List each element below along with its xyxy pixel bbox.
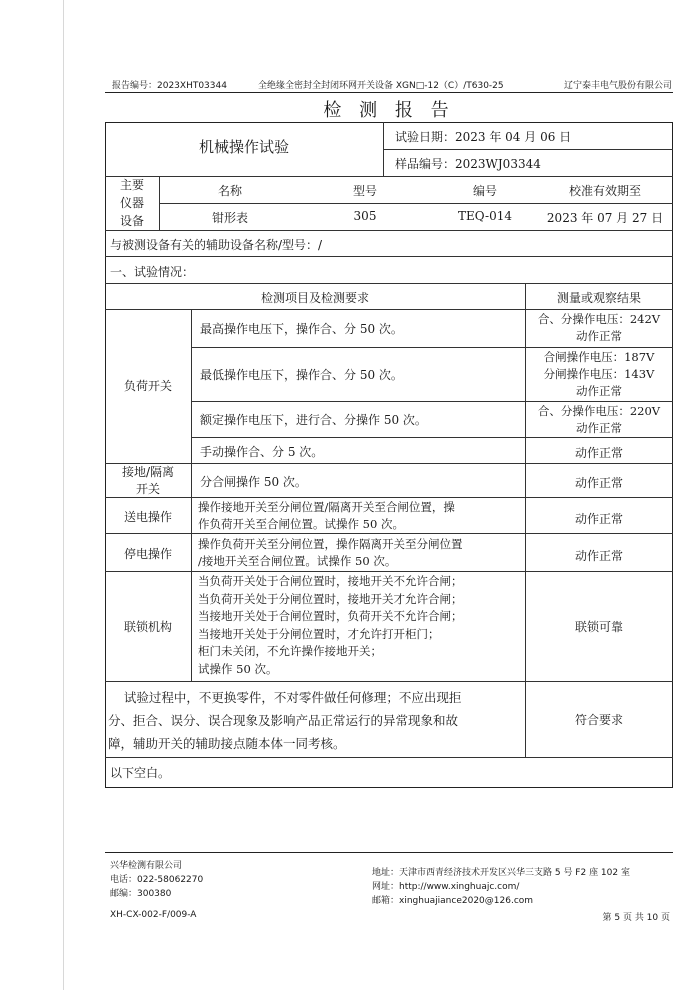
footer-rule xyxy=(105,852,673,853)
report-number: 报告编号：2023XHT03344 xyxy=(112,81,227,91)
header-rule xyxy=(105,92,673,93)
equipment-label: 主要 仪器 设备 xyxy=(119,178,144,228)
load-switch-req-1: 最高操作电压下，操作合、分 50 次。 xyxy=(200,322,403,336)
load-switch-req-3: 额定操作电压下，进行合、分操作 50 次。 xyxy=(200,413,427,427)
power-on-res: 动作正常 xyxy=(574,512,623,526)
footer-website: 网址：http://www.xinghuajc.com/ xyxy=(372,882,520,892)
items-header: 检测项目及检测要求 xyxy=(260,291,369,305)
general-result: 符合要求 xyxy=(574,713,623,727)
binding-line xyxy=(63,0,64,990)
client-company: 辽宁泰丰电气股份有限公司 xyxy=(563,81,672,91)
equipment-number: TEQ-014 xyxy=(458,209,512,223)
blank-note: 以下空白。 xyxy=(110,766,171,780)
footer-org: 兴华检测有限公司 xyxy=(110,861,183,871)
equipment-name: 钳形表 xyxy=(211,211,248,225)
equipment-header-model: 型号 xyxy=(352,184,377,198)
load-switch-res-1: 合、分操作电压：242V 动作正常 xyxy=(537,312,661,343)
interlock-label: 联锁机构 xyxy=(123,620,172,634)
footer-postcode: 邮编：300380 xyxy=(110,889,172,899)
load-switch-res-3: 合、分操作电压：220V 动作正常 xyxy=(537,404,661,435)
general-requirement: 试验过程中，不更换零件，不对零件做任何修理；不应出现拒 分、拒合、误分、误合现象及影响产品正常运行的异常现象和故 障，辅助开关的辅助接点随本体一同考核。 xyxy=(108,690,462,751)
section-heading: 一、试验情况： xyxy=(110,265,195,279)
results-header: 测量或观察结果 xyxy=(556,291,641,305)
test-name: 机械操作试验 xyxy=(198,138,289,156)
power-on-label: 送电操作 xyxy=(123,510,172,524)
interlock-req: 当负荷开关处于合闸位置时，接地开关不允许合闸； 当负荷开关处于分闸位置时，接地开关才允许合闸； 当接地开关处于合闸位置时，负荷开关不允许合闸； 当接地开关处于分闸位置时，才允许打开柜门； 柜门未关闭，不允许操作接地开关； 试操作 50 次。 xyxy=(198,574,463,676)
power-off-req: 操作负荷开关至分闸位置，操作隔离开关至分闸位置 /接地开关至合闸位置。试操作 50 次。 xyxy=(198,537,463,568)
product-model: 全绝缘全密封全封闭环网开关设备 XGN□-12（C）/T630-25 xyxy=(258,81,504,91)
load-switch-res-2: 合闸操作电压：187V 分闸操作电压：143V 动作正常 xyxy=(543,350,655,398)
equipment-header-name: 名称 xyxy=(217,184,242,198)
earthing-switch-req: 分合闸操作 50 次。 xyxy=(200,475,307,489)
footer-address: 地址：天津市西青经济技术开发区兴华三支路 5 号 F2 座 102 室 xyxy=(372,868,630,878)
sample-number: 样品编号：2023WJ03344 xyxy=(395,157,541,171)
test-date: 试验日期：2023 年 04 月 06 日 xyxy=(395,130,572,144)
page-title: 检 测 报 告 xyxy=(323,100,455,121)
earthing-switch-label: 接地/隔离 开关 xyxy=(121,465,175,496)
page-number: 第 5 页 共 10 页 xyxy=(602,913,670,923)
load-switch-req-2: 最低操作电压下，操作合、分 50 次。 xyxy=(200,368,403,382)
equipment-calibration-date: 2023 年 07 月 27 日 xyxy=(546,211,664,225)
document-code: XH-CX-002-F/009-A xyxy=(110,910,197,920)
equipment-model: 305 xyxy=(353,209,377,223)
footer-email: 邮箱：xinghuajiance2020@126.com xyxy=(372,896,534,906)
equipment-header-calibration: 校准有效期至 xyxy=(568,184,641,198)
footer-phone: 电话：022-58062270 xyxy=(110,875,204,885)
equipment-header-number: 编号 xyxy=(472,184,497,198)
power-on-req: 操作接地开关至分闸位置/隔离开关至合闸位置，操 作负荷开关至合闸位置。试操作 50 次。 xyxy=(198,500,455,531)
interlock-res: 联锁可靠 xyxy=(574,620,623,634)
load-switch-label: 负荷开关 xyxy=(123,379,172,393)
load-switch-res-4: 动作正常 xyxy=(574,446,623,460)
power-off-label: 停电操作 xyxy=(123,547,172,561)
earthing-switch-res: 动作正常 xyxy=(574,476,623,490)
power-off-res: 动作正常 xyxy=(574,549,623,563)
load-switch-req-4: 手动操作合、分 5 次。 xyxy=(200,445,324,459)
auxiliary-equipment: 与被测设备有关的辅助设备名称/型号：/ xyxy=(110,238,323,252)
